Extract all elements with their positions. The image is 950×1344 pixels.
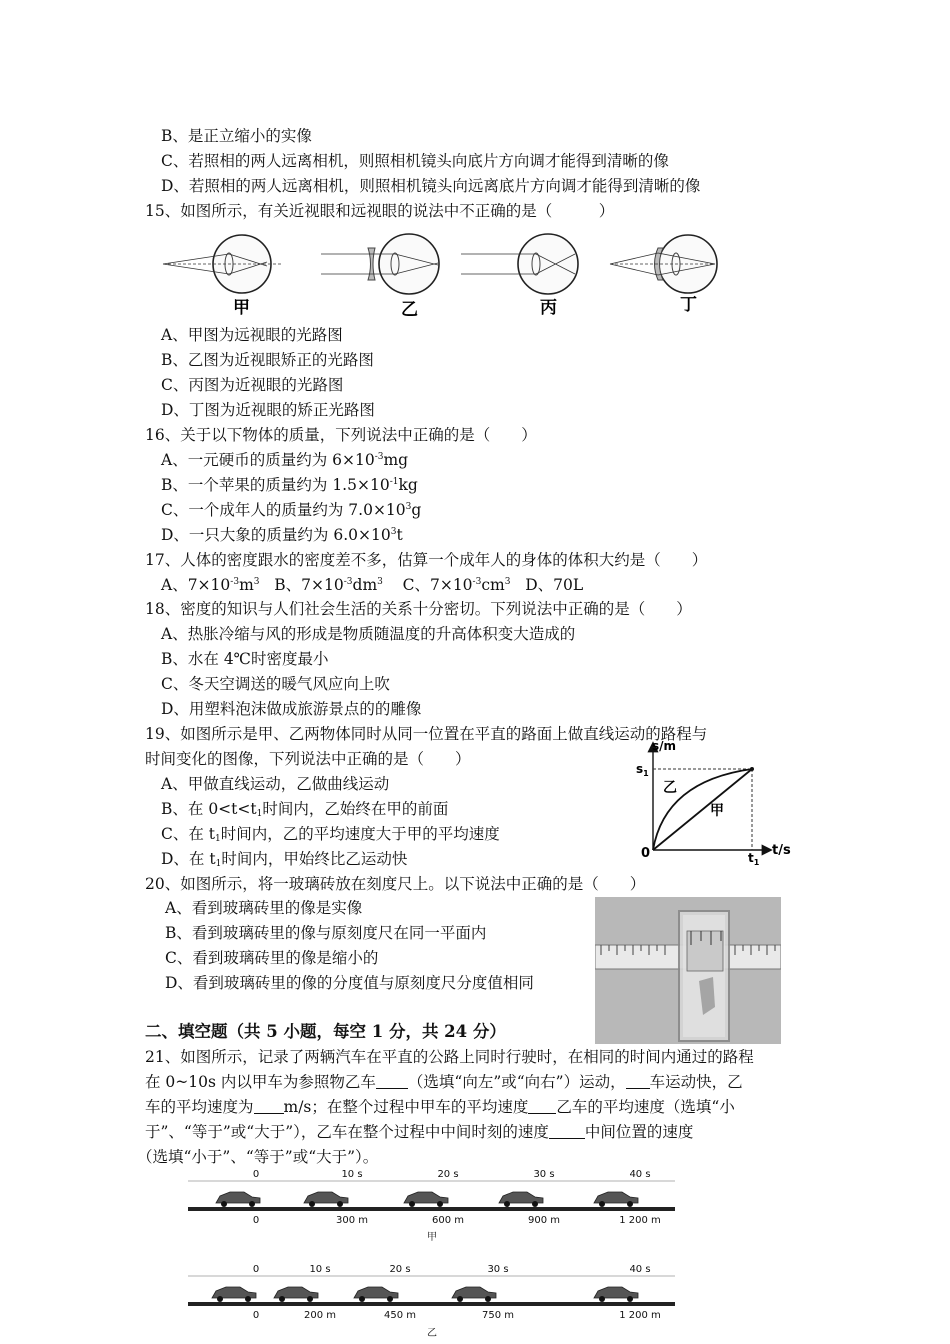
q21-line-3: 车的平均速度为 m/s；在整个过程中甲车的平均速度 乙车的平均速度（选填“小 xyxy=(145,1098,735,1116)
yi-time-20: 20 s xyxy=(389,1264,411,1275)
q15-option-a: A、甲图为远视眼的光路图 xyxy=(161,326,343,344)
q19-stem-1: 19、如图所示是甲、乙两物体同时从同一位置在平直的路面上做直线运动的路程与 xyxy=(145,725,708,743)
yi-time-10: 10 s xyxy=(309,1264,331,1275)
t1-label: $t_1$ xyxy=(748,851,760,866)
yi-dist-750: 750 m xyxy=(481,1310,515,1321)
yi-cars xyxy=(212,1287,638,1298)
yi-time-40: 40 s xyxy=(629,1264,651,1275)
jia-cars xyxy=(216,1192,638,1203)
q16-option-a: A、一元硬币的质量约为 $6\times 10^{-3}mg$ xyxy=(161,451,409,469)
q16-option-b: B、一个苹果的质量约为 $1.5\times 10^{-1}kg$ xyxy=(161,476,418,494)
q21-line-5: （选填“小于”、“等于”或“大于”）。 xyxy=(137,1148,379,1166)
q19-option-d: D、在 $t_1$时间内，甲始终比乙运动快 xyxy=(161,850,408,869)
yi-time-0: 0 xyxy=(252,1264,260,1275)
car-diagram-jia xyxy=(188,1169,675,1243)
q17-option-c: C、$7\times 10^{-3}cm^3$ xyxy=(402,576,511,594)
q21-blank-2[interactable] xyxy=(626,1074,650,1089)
jia-time-30: 30 s xyxy=(533,1169,555,1180)
q16-option-c: C、一个成年人的质量约为 $7.0\times 10^3g$ xyxy=(161,501,422,519)
q14-option-d: D、若照相的两人远离相机，则照相机镜头向远离底片方向调才能得到清晰的像 xyxy=(161,177,701,195)
jia-road xyxy=(188,1207,675,1211)
q19-option-b: B、在 $0<t<t_1$时间内，乙始终在甲的前面 xyxy=(161,800,449,819)
q17-option-d: D、70L xyxy=(525,576,584,594)
q21-blank-1[interactable] xyxy=(376,1074,408,1089)
section-2-heading: 二、填空题（共 5 小题，每空 1 分，共 24 分） xyxy=(145,1022,506,1041)
q17-stem: 17、人体的密度跟水的密度差不多，估算一个成年人的身体的体积大约是（ ） xyxy=(145,551,708,569)
yi-dist-450: 450 m xyxy=(383,1310,417,1321)
label-jia: 甲 xyxy=(233,298,250,318)
q20-option-d: D、看到玻璃砖里的像的分度值与原刻度尺分度值相同 xyxy=(165,974,534,992)
q21-blank-5[interactable] xyxy=(549,1124,585,1139)
y-axis-label: s/m xyxy=(652,739,677,753)
q18-option-c: C、冬天空调送的暖气风应向上吹 xyxy=(161,675,390,693)
yi-dist-200: 200 m xyxy=(303,1310,337,1321)
q21-line-1: 21、如图所示，记录了两辆汽车在平直的公路上同时行驶时，在相同的时间内通过的路程 xyxy=(145,1048,754,1066)
q20-option-c: C、看到玻璃砖里的像是缩小的 xyxy=(165,949,379,967)
q21-car-diagrams xyxy=(180,1165,700,1340)
eye-diagram-jia xyxy=(163,235,283,318)
yi-road xyxy=(188,1302,675,1306)
glass-brick-photo-drawing xyxy=(595,897,781,1044)
q15-option-c: C、丙图为近视眼的光路图 xyxy=(161,376,344,394)
jia-time-20: 20 s xyxy=(437,1169,459,1180)
q20-option-a: A、看到玻璃砖里的像是实像 xyxy=(165,899,363,917)
q18-option-b: B、水在 4℃时密度最小 xyxy=(161,650,329,668)
q19-stem-2: 时间变化的图像，下列说法中正确的是（ ） xyxy=(145,750,471,768)
s1-label: $s_1$ xyxy=(636,762,649,778)
jia-dist-1200: 1 200 m xyxy=(619,1215,661,1226)
jia-dist-600: 600 m xyxy=(431,1215,465,1226)
origin-label: 0 xyxy=(641,846,651,861)
q19-option-c: C、在 $t_1$时间内，乙的平均速度大于甲的平均速度 xyxy=(161,825,500,844)
jia-time-0: 0 xyxy=(252,1169,260,1180)
eye-diagram-bing xyxy=(461,234,578,318)
glass-brick-on-ruler-photo xyxy=(595,897,781,1044)
yi-dist-1200: 1 200 m xyxy=(619,1310,661,1321)
q17-options xyxy=(161,575,583,595)
eye-diagram-yi xyxy=(321,234,439,320)
label-bing: 丙 xyxy=(540,298,557,318)
jia-dist-300: 300 m xyxy=(335,1215,369,1226)
car-diagram-yi xyxy=(188,1264,675,1339)
q15-eye-diagrams xyxy=(155,228,735,320)
q16-option-d: D、一只大象的质量约为 $6.0\times 10^3t$ xyxy=(161,526,403,544)
q18-option-d: D、用塑料泡沫做成旅游景点的的雕像 xyxy=(161,700,422,718)
jia-time-40: 40 s xyxy=(629,1169,651,1180)
label-yi: 乙 xyxy=(401,300,418,320)
q17-option-a: A、$7\times 10^{-3}m^3$ xyxy=(161,576,260,594)
jia-dist-900: 900 m xyxy=(527,1215,561,1226)
q21-blank-4[interactable] xyxy=(528,1099,556,1114)
q19-st-graph xyxy=(630,736,800,866)
q16-stem: 16、关于以下物体的质量，下列说法中正确的是（ ） xyxy=(145,426,537,444)
yi-time-30: 30 s xyxy=(487,1264,509,1275)
jia-dist-0: 0 xyxy=(252,1215,260,1226)
q18-stem: 18、密度的知识与人们社会生活的关系十分密切。下列说法中正确的是（ ） xyxy=(145,600,692,618)
q18-option-a: A、热胀冷缩与风的形成是物质随温度的升高体积变大造成的 xyxy=(161,625,576,643)
yi-label: 乙 xyxy=(427,1328,437,1339)
q15-option-d: D、丁图为近视眼的矫正光路图 xyxy=(161,401,375,419)
q20-option-b: B、看到玻璃砖里的像与原刻度尺在同一平面内 xyxy=(165,924,487,942)
label-ding: 丁 xyxy=(680,295,697,315)
q21-blank-3[interactable] xyxy=(254,1099,284,1114)
q15-stem: 15、如图所示，有关近视眼和远视眼的说法中不正确的是（ ） xyxy=(145,202,615,220)
x-axis-label: t/s xyxy=(772,843,791,858)
jia-label: 甲 xyxy=(427,1232,437,1243)
q14-option-c: C、若照相的两人远离相机，则照相机镜头向底片方向调才能得到清晰的像 xyxy=(161,152,669,170)
jia-time-10: 10 s xyxy=(341,1169,363,1180)
q20-stem: 20、如图所示，将一玻璃砖放在刻度尺上。以下说法中正确的是（ ） xyxy=(145,875,646,893)
q14-option-b: B、是正立缩小的实像 xyxy=(161,127,312,145)
curve-yi-label: 乙 xyxy=(663,780,677,796)
meet-point xyxy=(750,767,754,771)
eye-diagram-ding xyxy=(610,235,717,315)
q15-option-b: B、乙图为近视眼矫正的光路图 xyxy=(161,351,374,369)
line-jia-label: 甲 xyxy=(710,803,724,819)
q17-option-b: B、$7\times 10^{-3}dm^3$ xyxy=(274,576,383,594)
q21-line-4: 于”、“等于”或“大于”），乙车在整个过程中中间时刻的速度 中间位置的速度 xyxy=(145,1123,694,1141)
q21-line-2: 在 0~10s 内以甲车为参照物乙车 （选填“向左”或“向右”）运动， 车运动快，乙 xyxy=(145,1073,743,1091)
q19-option-a: A、甲做直线运动，乙做曲线运动 xyxy=(161,775,390,793)
yi-dist-0: 0 xyxy=(252,1310,260,1321)
